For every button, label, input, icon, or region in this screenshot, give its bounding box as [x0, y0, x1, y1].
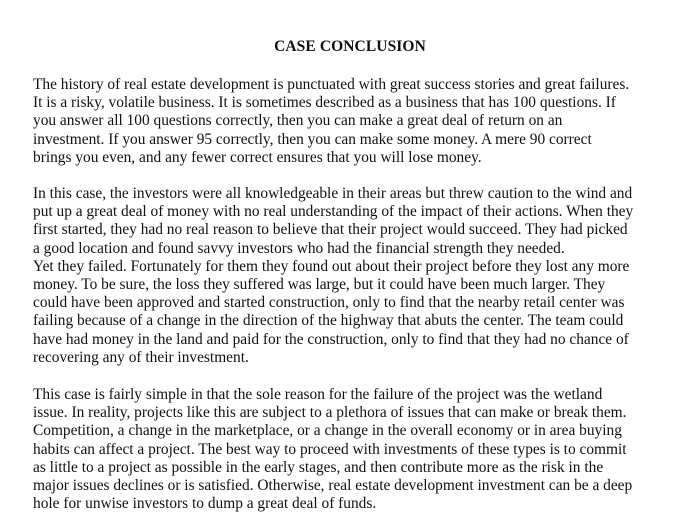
paragraph-line: In this case, the investors were all knowledgeable in their areas but threw caution to the wind and	[33, 185, 633, 202]
paragraph-line: It is a risky, volatile business. It is sometimes described as a business that has 100 questions. If	[33, 94, 616, 112]
paragraph-line: hole for unwise investors to dump a great deal of funds.	[33, 495, 377, 513]
paragraph-line: failing because of a change in the direction of the highway that abuts the center. The team could	[33, 312, 624, 330]
paragraph-line: The history of real estate development is punctuated with great success stories and great failures.	[33, 76, 630, 93]
paragraph-line: first started, they had no real reason to believe that their project would succeed. They had picked	[33, 221, 628, 239]
paragraph-line: recovering any of their investment.	[33, 348, 249, 366]
paragraph-line: could have been approved and started construction, only to find that the nearby retail center was	[33, 294, 625, 312]
paragraph-line: you answer all 100 questions correctly, then you can make a great deal of return on an	[33, 112, 563, 130]
paragraph-line: money. To be sure, the loss they suffered was large, but it could have been much larger. They	[33, 276, 606, 294]
paragraph-line: put up a great deal of money with no real understanding of the impact of their actions. When they	[33, 203, 634, 221]
paragraph-line: a good location and found savvy investors who had the financial strength they needed.	[33, 239, 565, 257]
page-title: CASE CONCLUSION	[274, 38, 426, 55]
paragraph-line: Competition, a change in the marketplace, or a change in the overall economy or in area buying	[33, 422, 622, 440]
paragraph-line: issue. In reality, projects like this are subject to a plethora of issues that can make or break them.	[33, 404, 627, 422]
paragraph-3	[33, 386, 659, 513]
paragraph-line: This case is fairly simple in that the sole reason for the failure of the project was the wetland	[33, 386, 603, 403]
paragraph-2	[33, 185, 659, 367]
paragraph-line: habits can affect a project. The best way to proceed with investments of these types is to commit	[33, 440, 627, 458]
paragraph-line: major issues declines or is satisfied. Otherwise, real estate development investment can be a deep	[33, 477, 633, 495]
paragraph-line: Yet they failed. Fortunately for them they found out about their project before they lost any more	[33, 257, 630, 275]
paragraph-line: as little to a project as possible in the early stages, and then contribute more as the risk in the	[33, 458, 604, 476]
paragraph-1	[33, 76, 659, 167]
paragraph-line: have had money in the land and paid for the construction, only to find that they had no chance of	[33, 330, 629, 348]
paragraph-line: investment. If you answer 95 correctly, then you can make some money. A mere 90 correct	[33, 130, 592, 148]
paragraph-line: brings you even, and any fewer correct ensures that you will lose money.	[33, 148, 482, 166]
